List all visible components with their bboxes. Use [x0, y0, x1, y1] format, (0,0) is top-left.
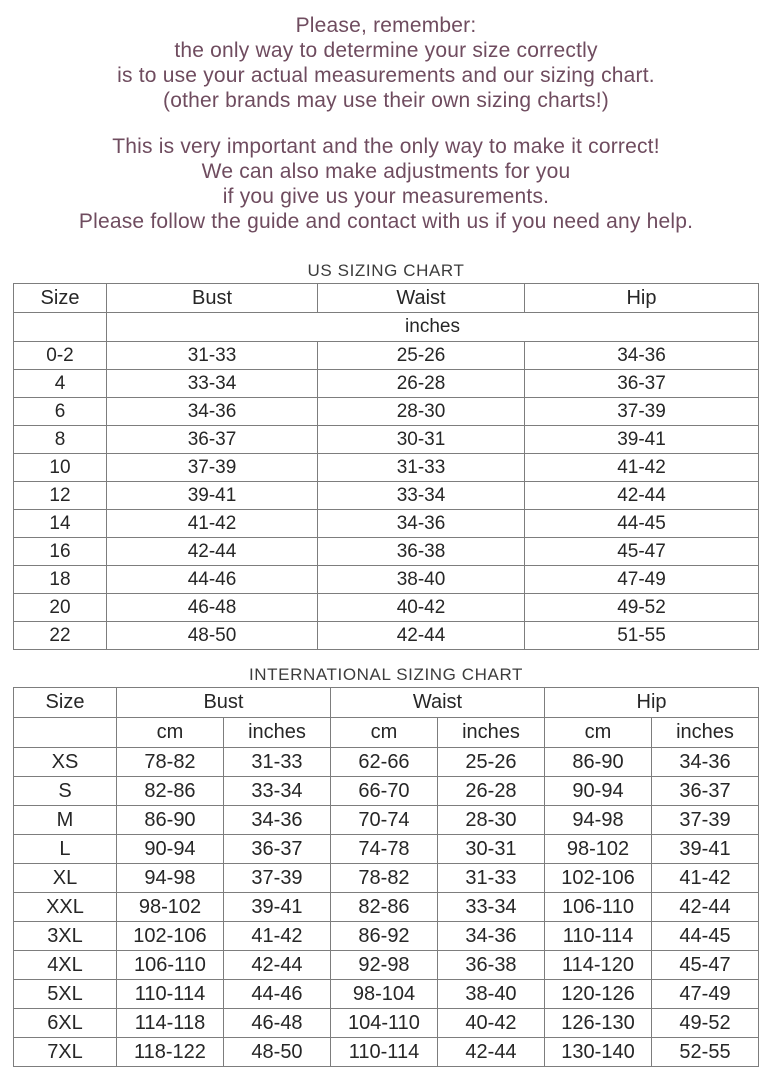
table-subheader-row: [13, 718, 758, 748]
measurement-cell: 37-39: [652, 806, 759, 835]
measurement-cell: 33-34: [318, 482, 525, 510]
measurement-cell: 42-44: [107, 538, 318, 566]
column-header-bust: Bust: [116, 688, 330, 718]
measurement-cell: 110-114: [330, 1038, 437, 1067]
intro-line: is to use your actual measurements and our sizing chart.: [117, 64, 655, 87]
size-cell: M: [13, 806, 116, 835]
measurement-cell: 49-52: [525, 594, 759, 622]
intro-line: the only way to determine your size correctly: [174, 39, 598, 62]
table-row: [14, 454, 759, 482]
unit-header-cm: cm: [116, 718, 223, 748]
measurement-cell: 39-41: [652, 835, 759, 864]
size-cell: 6: [14, 398, 107, 426]
measurement-cell: 39-41: [223, 893, 330, 922]
unit-header-inches: inches: [652, 718, 759, 748]
intro-text: [0, 0, 772, 234]
measurement-cell: 48-50: [107, 622, 318, 650]
measurement-cell: 36-37: [525, 370, 759, 398]
measurement-cell: 25-26: [318, 342, 525, 370]
measurement-cell: 114-120: [545, 951, 652, 980]
table-row: [14, 482, 759, 510]
table-header-row: [14, 284, 759, 313]
measurement-cell: 42-44: [437, 1038, 544, 1067]
measurement-cell: 70-74: [330, 806, 437, 835]
measurement-cell: 90-94: [545, 777, 652, 806]
measurement-cell: 34-36: [318, 510, 525, 538]
column-header-hip: Hip: [545, 688, 759, 718]
size-cell: 5XL: [13, 980, 116, 1009]
size-cell: 4: [14, 370, 107, 398]
measurement-cell: 44-45: [652, 922, 759, 951]
intro-line: Please follow the guide and contact with us if you need any help.: [78, 210, 694, 233]
measurement-cell: 33-34: [223, 777, 330, 806]
measurement-cell: 98-102: [116, 893, 223, 922]
table-row: [13, 893, 758, 922]
table-row: [13, 748, 758, 777]
measurement-cell: 34-36: [652, 748, 759, 777]
size-cell: 16: [14, 538, 107, 566]
measurement-cell: 92-98: [330, 951, 437, 980]
measurement-cell: 41-42: [107, 510, 318, 538]
measurement-cell: 46-48: [223, 1009, 330, 1038]
measurement-cell: 114-118: [116, 1009, 223, 1038]
measurement-cell: 66-70: [330, 777, 437, 806]
measurement-cell: 34-36: [525, 342, 759, 370]
size-cell: XXL: [13, 893, 116, 922]
size-cell: S: [13, 777, 116, 806]
measurement-cell: 36-38: [437, 951, 544, 980]
measurement-cell: 25-26: [437, 748, 544, 777]
column-header-size: Size: [14, 284, 107, 313]
table-row: [13, 1009, 758, 1038]
measurement-cell: 42-44: [223, 951, 330, 980]
size-cell: 6XL: [13, 1009, 116, 1038]
table-row: [13, 922, 758, 951]
size-cell: L: [13, 835, 116, 864]
table-row: [14, 566, 759, 594]
unit-header-inches: inches: [437, 718, 544, 748]
size-cell: 12: [14, 482, 107, 510]
measurement-cell: 37-39: [525, 398, 759, 426]
measurement-cell: 86-90: [116, 806, 223, 835]
measurement-cell: 34-36: [437, 922, 544, 951]
column-header-waist: Waist: [318, 284, 525, 313]
size-cell: 8: [14, 426, 107, 454]
measurement-cell: 98-102: [545, 835, 652, 864]
measurement-cell: 49-52: [652, 1009, 759, 1038]
measurement-cell: 47-49: [525, 566, 759, 594]
size-cell: 14: [14, 510, 107, 538]
measurement-cell: 110-114: [116, 980, 223, 1009]
table-row: [13, 980, 758, 1009]
measurement-cell: 33-34: [107, 370, 318, 398]
intro-paragraph-important: [0, 134, 772, 234]
table-row: [14, 538, 759, 566]
size-cell: 10: [14, 454, 107, 482]
size-cell: 18: [14, 566, 107, 594]
measurement-cell: 41-42: [525, 454, 759, 482]
unit-label: inches: [107, 313, 759, 342]
empty-cell: [13, 718, 116, 748]
measurement-cell: 102-106: [545, 864, 652, 893]
measurement-cell: 26-28: [437, 777, 544, 806]
measurement-cell: 38-40: [318, 566, 525, 594]
measurement-cell: 42-44: [652, 893, 759, 922]
measurement-cell: 86-90: [545, 748, 652, 777]
size-cell: 7XL: [13, 1038, 116, 1067]
international-sizing-table: [13, 687, 759, 1067]
measurement-cell: 74-78: [330, 835, 437, 864]
unit-header-cm: cm: [330, 718, 437, 748]
measurement-cell: 86-92: [330, 922, 437, 951]
measurement-cell: 48-50: [223, 1038, 330, 1067]
measurement-cell: 39-41: [525, 426, 759, 454]
size-cell: 3XL: [13, 922, 116, 951]
column-header-hip: Hip: [525, 284, 759, 313]
measurement-cell: 26-28: [318, 370, 525, 398]
measurement-cell: 110-114: [545, 922, 652, 951]
measurement-cell: 126-130: [545, 1009, 652, 1038]
measurement-cell: 51-55: [525, 622, 759, 650]
measurement-cell: 106-110: [545, 893, 652, 922]
measurement-cell: 45-47: [525, 538, 759, 566]
measurement-cell: 120-126: [545, 980, 652, 1009]
us-sizing-table: [13, 283, 759, 650]
size-cell: 4XL: [13, 951, 116, 980]
table-row: [13, 1038, 758, 1067]
table-row: [13, 864, 758, 893]
table-row: [14, 426, 759, 454]
table-row: [14, 594, 759, 622]
measurement-cell: 41-42: [652, 864, 759, 893]
measurement-cell: 37-39: [107, 454, 318, 482]
measurement-cell: 40-42: [437, 1009, 544, 1038]
unit-row: [14, 313, 759, 342]
us-chart-title: US SIZING CHART: [307, 261, 465, 280]
measurement-cell: 44-45: [525, 510, 759, 538]
measurement-cell: 31-33: [437, 864, 544, 893]
measurement-cell: 31-33: [223, 748, 330, 777]
measurement-cell: 45-47: [652, 951, 759, 980]
intro-line: Please, remember:: [295, 14, 477, 37]
measurement-cell: 42-44: [318, 622, 525, 650]
measurement-cell: 42-44: [525, 482, 759, 510]
measurement-cell: 47-49: [652, 980, 759, 1009]
unit-header-inches: inches: [223, 718, 330, 748]
measurement-cell: 78-82: [116, 748, 223, 777]
measurement-cell: 106-110: [116, 951, 223, 980]
measurement-cell: 30-31: [318, 426, 525, 454]
measurement-cell: 78-82: [330, 864, 437, 893]
measurement-cell: 98-104: [330, 980, 437, 1009]
intro-line: if you give us your measurements.: [222, 185, 550, 208]
measurement-cell: 94-98: [116, 864, 223, 893]
intl-chart-title: INTERNATIONAL SIZING CHART: [248, 665, 524, 684]
measurement-cell: 40-42: [318, 594, 525, 622]
measurement-cell: 94-98: [545, 806, 652, 835]
measurement-cell: 102-106: [116, 922, 223, 951]
measurement-cell: 38-40: [437, 980, 544, 1009]
measurement-cell: 36-37: [652, 777, 759, 806]
table-row: [14, 370, 759, 398]
intro-line: This is very important and the only way to make it correct!: [112, 135, 660, 158]
size-cell: 20: [14, 594, 107, 622]
table-row: [13, 835, 758, 864]
measurement-cell: 44-46: [107, 566, 318, 594]
column-header-size: Size: [13, 688, 116, 718]
intro-line: We can also make adjustments for you: [201, 160, 571, 183]
table-row: [13, 806, 758, 835]
size-cell: XL: [13, 864, 116, 893]
size-cell: XS: [13, 748, 116, 777]
measurement-cell: 118-122: [116, 1038, 223, 1067]
size-cell: 0-2: [14, 342, 107, 370]
measurement-cell: 36-37: [107, 426, 318, 454]
measurement-cell: 46-48: [107, 594, 318, 622]
table-row: [14, 622, 759, 650]
measurement-cell: 82-86: [330, 893, 437, 922]
table-row: [14, 398, 759, 426]
measurement-cell: 34-36: [107, 398, 318, 426]
measurement-cell: 33-34: [437, 893, 544, 922]
measurement-cell: 130-140: [545, 1038, 652, 1067]
intro-line: (other brands may use their own sizing charts!): [163, 89, 609, 112]
measurement-cell: 31-33: [318, 454, 525, 482]
intro-paragraph-reminder: [0, 13, 772, 113]
measurement-cell: 34-36: [223, 806, 330, 835]
measurement-cell: 39-41: [107, 482, 318, 510]
column-header-waist: Waist: [330, 688, 544, 718]
measurement-cell: 52-55: [652, 1038, 759, 1067]
unit-header-cm: cm: [545, 718, 652, 748]
measurement-cell: 62-66: [330, 748, 437, 777]
table-row: [13, 951, 758, 980]
size-cell: 22: [14, 622, 107, 650]
measurement-cell: 30-31: [437, 835, 544, 864]
measurement-cell: 82-86: [116, 777, 223, 806]
table-row: [14, 510, 759, 538]
column-header-bust: Bust: [107, 284, 318, 313]
measurement-cell: 44-46: [223, 980, 330, 1009]
measurement-cell: 36-37: [223, 835, 330, 864]
table-row: [13, 777, 758, 806]
measurement-cell: 31-33: [107, 342, 318, 370]
table-header-row: [13, 688, 758, 718]
measurement-cell: 28-30: [318, 398, 525, 426]
measurement-cell: 90-94: [116, 835, 223, 864]
measurement-cell: 104-110: [330, 1009, 437, 1038]
measurement-cell: 28-30: [437, 806, 544, 835]
measurement-cell: 37-39: [223, 864, 330, 893]
table-row: [14, 342, 759, 370]
measurement-cell: 36-38: [318, 538, 525, 566]
empty-cell: [14, 313, 107, 342]
measurement-cell: 41-42: [223, 922, 330, 951]
